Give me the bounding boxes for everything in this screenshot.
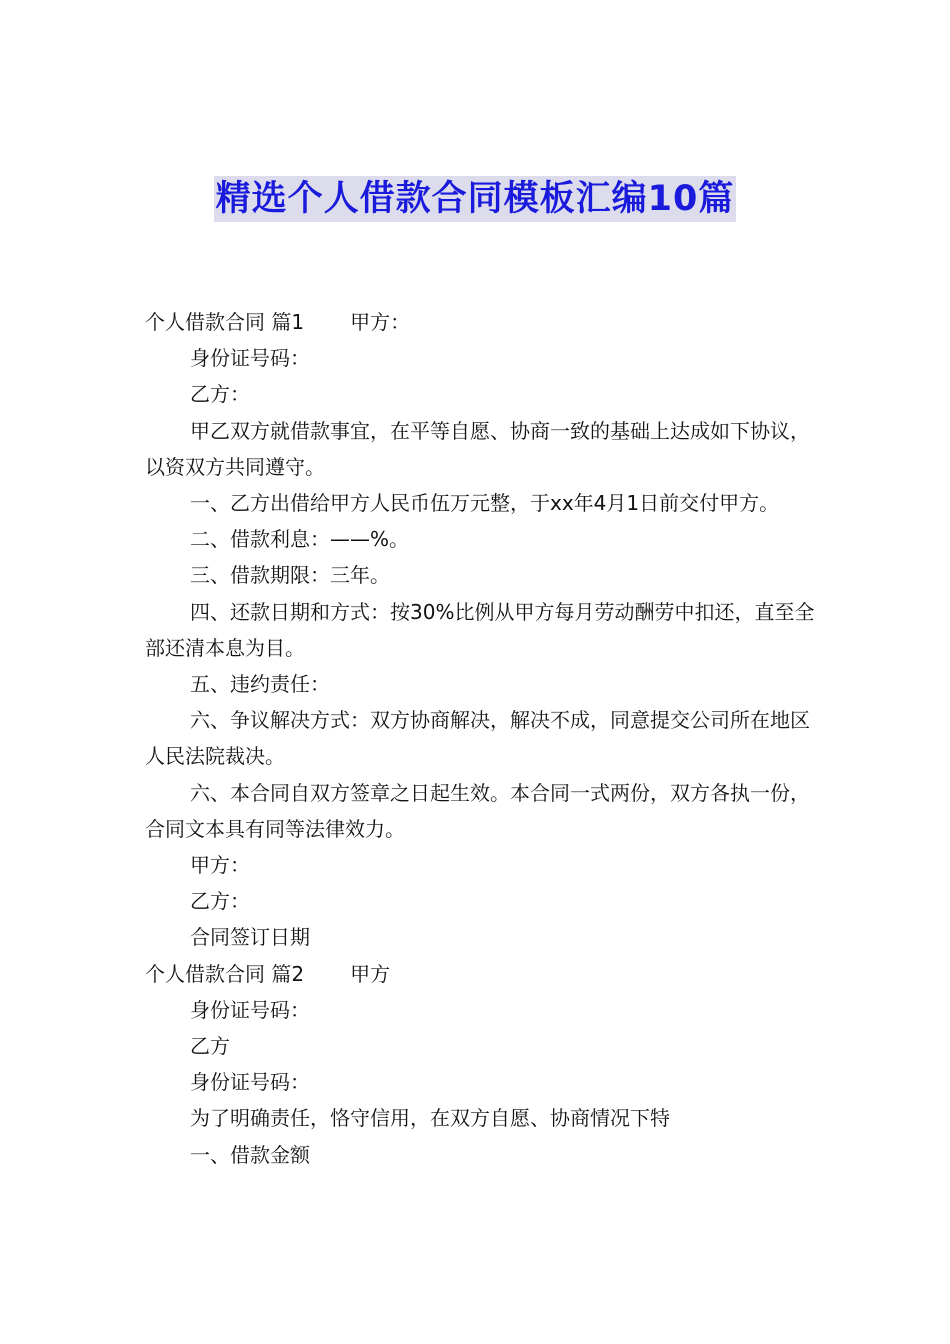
section-heading: 个人借款合同 篇2 [145, 961, 305, 986]
paragraph: 一、乙方出借给甲方人民币伍万元整，于xx年4月1日前交付甲方。 [190, 491, 780, 516]
paragraph: 五、违约责任： [190, 672, 330, 697]
section-heading-paragraph [145, 304, 815, 340]
section-heading: 个人借款合同 篇1 [145, 310, 305, 334]
paragraph: 一、借款金额 [190, 1142, 310, 1167]
paragraph-text: 甲方 [350, 961, 391, 986]
paragraph: 四、还款日期和方式：按30%比例从甲方每月劳动酬劳中扣还，直至全部还清本息为目。 [145, 599, 815, 660]
paragraph: 六、本合同自双方签章之日起生效。本合同一式两份，双方各执一份，合同文本具有同等法律效力。 [145, 780, 810, 841]
paragraph: 乙方： [190, 889, 250, 914]
paragraph: 为了明确责任，恪守信用，在双方自愿、协商情况下特 [190, 1106, 670, 1131]
paragraph: 甲乙双方就借款事宜，在平等自愿、协商一致的基础上达成如下协议，以资双方共同遵守。 [145, 418, 810, 479]
document-title: 精选个人借款合同模板汇编10篇 [214, 176, 737, 222]
paragraph: 身份证号码： [190, 346, 310, 371]
title-container [0, 176, 950, 222]
document-body [145, 304, 815, 1173]
paragraph: 二、借款利息：——%。 [190, 527, 410, 552]
paragraph: 身份证号码： [190, 997, 310, 1022]
paragraph: 合同签订日期 [190, 925, 310, 950]
paragraph: 身份证号码： [190, 1070, 310, 1095]
paragraph: 乙方 [190, 1034, 230, 1059]
section-heading-paragraph [145, 956, 815, 992]
paragraph: 三、借款期限：三年。 [190, 563, 390, 588]
paragraph: 六、争议解决方式：双方协商解决，解决不成，同意提交公司所在地区人民法院裁决。 [145, 708, 810, 769]
paragraph: 甲方： [190, 853, 250, 878]
paragraph-text: 甲方： [350, 310, 411, 334]
paragraph: 乙方： [190, 382, 250, 407]
